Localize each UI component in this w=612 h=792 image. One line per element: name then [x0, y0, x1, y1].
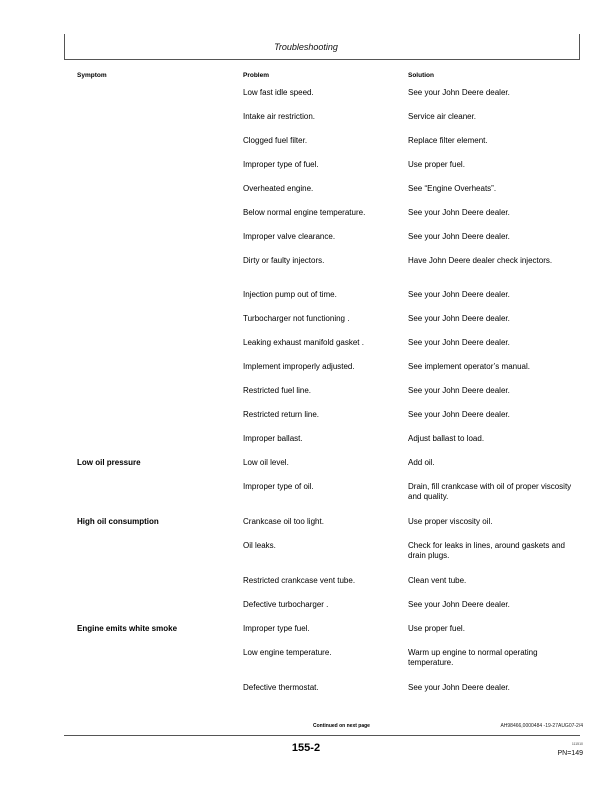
solution-cell: See “Engine Overheats”. — [408, 184, 497, 193]
table-row — [0, 112, 612, 136]
table-row — [0, 160, 612, 184]
table-row — [0, 290, 612, 314]
solution-cell: Adjust ballast to load. — [408, 434, 485, 443]
table-row — [0, 482, 612, 517]
solution-cell: Use proper viscosity oil. — [408, 517, 493, 526]
solution-cell: See implement operator’s manual. — [408, 362, 530, 371]
problem-cell: Crankcase oil too light. — [243, 517, 324, 526]
continued-note: Continued on next page — [313, 723, 370, 729]
table-row — [0, 458, 612, 482]
problem-cell: Implement improperly adjusted. — [243, 362, 355, 371]
table-row — [0, 136, 612, 160]
solution-cell: See your John Deere dealer. — [408, 600, 510, 609]
symptom-cell: High oil consumption — [77, 517, 159, 526]
table-row — [0, 410, 612, 434]
troubleshooting-table — [0, 88, 612, 707]
solution-cell: See your John Deere dealer. — [408, 232, 510, 241]
solution-cell: See your John Deere dealer. — [408, 314, 510, 323]
table-row — [0, 256, 612, 290]
column-header-solution: Solution — [408, 72, 434, 79]
column-header-problem: Problem — [243, 72, 270, 79]
problem-cell: Improper type fuel. — [243, 624, 310, 633]
symptom-cell: Engine emits white smoke — [77, 624, 178, 633]
solution-cell: Have John Deere dealer check injectors. — [408, 256, 553, 265]
table-row — [0, 517, 612, 541]
problem-cell: Restricted crankcase vent tube. — [243, 576, 356, 585]
pn-number: PN=149 — [557, 750, 583, 757]
table-row — [0, 434, 612, 458]
solution-cell: See your John Deere dealer. — [408, 88, 510, 97]
table-row — [0, 648, 612, 683]
table-row — [0, 314, 612, 338]
problem-cell: Overheated engine. — [243, 184, 314, 193]
column-header-symptom: Symptom — [77, 72, 107, 79]
solution-cell: Check for leaks in lines, around gaskets and drain plugs. — [408, 541, 565, 560]
problem-cell: Low fast idle speed. — [243, 88, 314, 97]
table-row — [0, 624, 612, 648]
footer-rule — [64, 735, 580, 736]
page-number: 155-2 — [291, 742, 321, 754]
problem-cell: Clogged fuel filter. — [243, 136, 308, 145]
table-row — [0, 362, 612, 386]
table-row — [0, 88, 612, 112]
problem-cell: Restricted return line. — [243, 410, 320, 419]
solution-cell: See your John Deere dealer. — [408, 386, 510, 395]
solution-cell: See your John Deere dealer. — [408, 208, 510, 217]
solution-cell: Use proper fuel. — [408, 624, 465, 633]
solution-cell: Drain, fill crankcase with oil of proper viscosity and quality. — [408, 482, 572, 501]
problem-cell: Low engine temperature. — [243, 648, 332, 657]
solution-cell: See your John Deere dealer. — [408, 290, 510, 299]
problem-cell: Defective turbocharger . — [243, 600, 329, 609]
table-row — [0, 338, 612, 362]
problem-cell: Below normal engine temperature. — [243, 208, 366, 217]
problem-cell: Oil leaks. — [243, 541, 276, 550]
problem-cell: Restricted fuel line. — [243, 386, 312, 395]
solution-cell: See your John Deere dealer. — [408, 410, 510, 419]
solution-cell: See your John Deere dealer. — [408, 683, 510, 692]
document-code: AH98466,0000484 -19-27AUG07-2/4 — [500, 723, 583, 729]
table-row — [0, 386, 612, 410]
table-row — [0, 184, 612, 208]
table-row — [0, 541, 612, 576]
problem-cell: Improper valve clearance. — [243, 232, 336, 241]
problem-cell: Leaking exhaust manifold gasket . — [243, 338, 364, 347]
table-row — [0, 600, 612, 624]
problem-cell: Defective thermostat. — [243, 683, 319, 692]
solution-cell: Clean vent tube. — [408, 576, 467, 585]
table-row — [0, 232, 612, 256]
problem-cell: Injection pump out of time. — [243, 290, 337, 299]
problem-cell: Turbocharger not functioning . — [243, 314, 350, 323]
table-row — [0, 576, 612, 600]
problem-cell: Low oil level. — [243, 458, 289, 467]
problem-cell: Improper ballast. — [243, 434, 303, 443]
solution-cell: Replace filter element. — [408, 136, 488, 145]
header-rule — [64, 59, 580, 60]
problem-cell: Dirty or faulty injectors. — [243, 256, 325, 265]
symptom-cell: Low oil pressure — [77, 458, 141, 467]
solution-cell: See your John Deere dealer. — [408, 338, 510, 347]
problem-cell: Improper type of oil. — [243, 482, 314, 491]
problem-cell: Improper type of fuel. — [243, 160, 319, 169]
table-row — [0, 683, 612, 707]
solution-cell: Use proper fuel. — [408, 160, 465, 169]
solution-cell: Add oil. — [408, 458, 435, 467]
problem-cell: Intake air restriction. — [243, 112, 316, 121]
table-row — [0, 208, 612, 232]
solution-cell: Warm up engine to normal operating temperature. — [408, 648, 538, 667]
small-code: 111510 — [571, 742, 583, 746]
section-title: Troubleshooting — [274, 42, 338, 52]
solution-cell: Service air cleaner. — [408, 112, 477, 121]
